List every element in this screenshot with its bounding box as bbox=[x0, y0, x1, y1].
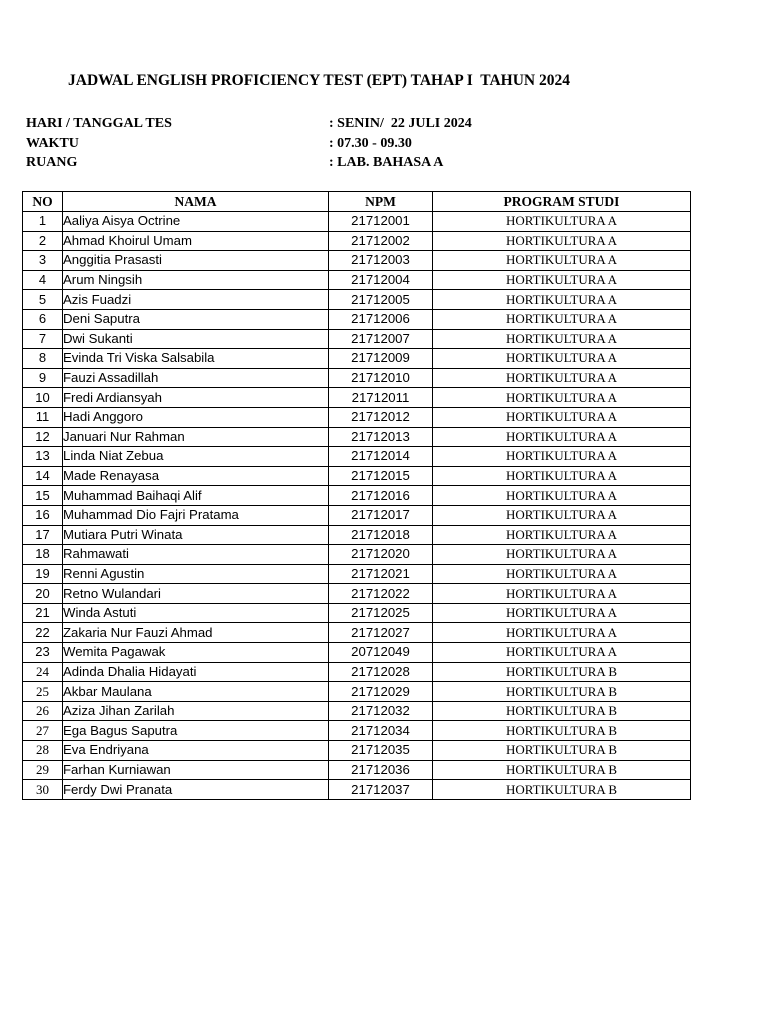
student-name: Winda Astuti bbox=[63, 603, 329, 623]
student-name: Ahmad Khoirul Umam bbox=[63, 231, 329, 251]
study-program: HORTIKULTURA B bbox=[433, 721, 691, 741]
study-program: HORTIKULTURA A bbox=[433, 368, 691, 388]
study-program: HORTIKULTURA A bbox=[433, 427, 691, 447]
table-row bbox=[23, 564, 691, 584]
study-program: HORTIKULTURA A bbox=[433, 349, 691, 369]
row-number: 7 bbox=[23, 329, 63, 349]
table-row bbox=[23, 368, 691, 388]
table-row bbox=[23, 525, 691, 545]
table-body bbox=[23, 212, 691, 800]
student-name: Retno Wulandari bbox=[63, 584, 329, 604]
student-npm: 21712006 bbox=[329, 309, 433, 329]
student-npm: 21712021 bbox=[329, 564, 433, 584]
table-row bbox=[23, 251, 691, 271]
student-npm: 21712015 bbox=[329, 466, 433, 486]
study-program: HORTIKULTURA A bbox=[433, 407, 691, 427]
row-number: 20 bbox=[23, 584, 63, 604]
row-number: 8 bbox=[23, 349, 63, 369]
row-number: 29 bbox=[23, 760, 63, 780]
table-row bbox=[23, 701, 691, 721]
table-row bbox=[23, 329, 691, 349]
student-name: Muhammad Dio Fajri Pratama bbox=[63, 505, 329, 525]
student-name: Evinda Tri Viska Salsabila bbox=[63, 349, 329, 369]
study-program: HORTIKULTURA A bbox=[433, 270, 691, 290]
row-number: 19 bbox=[23, 564, 63, 584]
student-npm: 21712035 bbox=[329, 741, 433, 761]
student-npm: 21712027 bbox=[329, 623, 433, 643]
study-program: HORTIKULTURA B bbox=[433, 682, 691, 702]
student-npm: 21712012 bbox=[329, 407, 433, 427]
student-npm: 21712005 bbox=[329, 290, 433, 310]
student-name: Aziza Jihan Zarilah bbox=[63, 701, 329, 721]
student-npm: 21712029 bbox=[329, 682, 433, 702]
student-npm: 21712020 bbox=[329, 545, 433, 565]
row-number: 5 bbox=[23, 290, 63, 310]
table-row bbox=[23, 447, 691, 467]
student-npm: 21712036 bbox=[329, 760, 433, 780]
info-label: WAKTU bbox=[26, 135, 79, 151]
student-name: Aaliya Aisya Octrine bbox=[63, 212, 329, 232]
student-name: Ega Bagus Saputra bbox=[63, 721, 329, 741]
row-number: 1 bbox=[23, 212, 63, 232]
student-name: Azis Fuadzi bbox=[63, 290, 329, 310]
table-row bbox=[23, 407, 691, 427]
table-row bbox=[23, 212, 691, 232]
row-number: 26 bbox=[23, 701, 63, 721]
student-npm: 21712004 bbox=[329, 270, 433, 290]
study-program: HORTIKULTURA B bbox=[433, 741, 691, 761]
info-label: RUANG bbox=[26, 155, 78, 170]
student-name: Linda Niat Zebua bbox=[63, 447, 329, 467]
study-program: HORTIKULTURA B bbox=[433, 780, 691, 800]
row-number: 2 bbox=[23, 231, 63, 251]
student-npm: 21712034 bbox=[329, 721, 433, 741]
table-row bbox=[23, 270, 691, 290]
study-program: HORTIKULTURA A bbox=[433, 564, 691, 584]
table-row bbox=[23, 349, 691, 369]
student-name: Fredi Ardiansyah bbox=[63, 388, 329, 408]
student-name: Rahmawati bbox=[63, 545, 329, 565]
table-row bbox=[23, 643, 691, 663]
student-name: Fauzi Assadillah bbox=[63, 368, 329, 388]
student-npm: 21712013 bbox=[329, 427, 433, 447]
row-number: 30 bbox=[23, 780, 63, 800]
header-npm: NPM bbox=[329, 192, 433, 212]
header-program-studi: PROGRAM STUDI bbox=[433, 192, 691, 212]
row-number: 21 bbox=[23, 603, 63, 623]
row-number: 9 bbox=[23, 368, 63, 388]
table-row bbox=[23, 231, 691, 251]
study-program: HORTIKULTURA A bbox=[433, 309, 691, 329]
study-program: HORTIKULTURA A bbox=[433, 505, 691, 525]
row-number: 17 bbox=[23, 525, 63, 545]
table-row bbox=[23, 486, 691, 506]
table-row bbox=[23, 623, 691, 643]
study-program: HORTIKULTURA A bbox=[433, 623, 691, 643]
header-nama: NAMA bbox=[63, 192, 329, 212]
row-number: 3 bbox=[23, 251, 63, 271]
row-number: 23 bbox=[23, 643, 63, 663]
study-program: HORTIKULTURA A bbox=[433, 525, 691, 545]
study-program: HORTIKULTURA A bbox=[433, 486, 691, 506]
participant-table bbox=[22, 191, 691, 800]
info-value: : 07.30 - 09.30 bbox=[329, 135, 412, 151]
row-number: 18 bbox=[23, 545, 63, 565]
student-name: Adinda Dhalia Hidayati bbox=[63, 662, 329, 682]
row-number: 16 bbox=[23, 505, 63, 525]
table-row bbox=[23, 427, 691, 447]
student-name: Dwi Sukanti bbox=[63, 329, 329, 349]
student-name: Wemita Pagawak bbox=[63, 643, 329, 663]
student-name: Mutiara Putri Winata bbox=[63, 525, 329, 545]
study-program: HORTIKULTURA A bbox=[433, 290, 691, 310]
student-npm: 21712010 bbox=[329, 368, 433, 388]
table-row bbox=[23, 545, 691, 565]
row-number: 13 bbox=[23, 447, 63, 467]
row-number: 24 bbox=[23, 662, 63, 682]
student-npm: 21712002 bbox=[329, 231, 433, 251]
row-number: 4 bbox=[23, 270, 63, 290]
study-program: HORTIKULTURA A bbox=[433, 388, 691, 408]
study-program: HORTIKULTURA B bbox=[433, 662, 691, 682]
student-npm: 21712007 bbox=[329, 329, 433, 349]
student-npm: 21712001 bbox=[329, 212, 433, 232]
student-npm: 21712032 bbox=[329, 701, 433, 721]
study-program: HORTIKULTURA A bbox=[433, 545, 691, 565]
info-value: : LAB. BAHASA A bbox=[329, 155, 444, 170]
student-npm: 21712014 bbox=[329, 447, 433, 467]
student-name: Renni Agustin bbox=[63, 564, 329, 584]
study-program: HORTIKULTURA A bbox=[433, 466, 691, 486]
student-npm: 21712028 bbox=[329, 662, 433, 682]
table-row bbox=[23, 603, 691, 623]
table-row bbox=[23, 760, 691, 780]
student-name: Januari Nur Rahman bbox=[63, 427, 329, 447]
student-name: Muhammad Baihaqi Alif bbox=[63, 486, 329, 506]
table-row bbox=[23, 721, 691, 741]
student-npm: 20712049 bbox=[329, 643, 433, 663]
study-program: HORTIKULTURA A bbox=[433, 231, 691, 251]
student-name: Akbar Maulana bbox=[63, 682, 329, 702]
student-name: Ferdy Dwi Pranata bbox=[63, 780, 329, 800]
table-header-row bbox=[23, 192, 691, 212]
row-number: 14 bbox=[23, 466, 63, 486]
row-number: 10 bbox=[23, 388, 63, 408]
study-program: HORTIKULTURA A bbox=[433, 212, 691, 232]
table-row bbox=[23, 662, 691, 682]
table-row bbox=[23, 290, 691, 310]
row-number: 15 bbox=[23, 486, 63, 506]
table-row bbox=[23, 505, 691, 525]
study-program: HORTIKULTURA A bbox=[433, 643, 691, 663]
row-number: 27 bbox=[23, 721, 63, 741]
student-name: Hadi Anggoro bbox=[63, 407, 329, 427]
study-program: HORTIKULTURA B bbox=[433, 760, 691, 780]
student-name: Arum Ningsih bbox=[63, 270, 329, 290]
row-number: 11 bbox=[23, 407, 63, 427]
student-npm: 21712025 bbox=[329, 603, 433, 623]
student-name: Deni Saputra bbox=[63, 309, 329, 329]
row-number: 6 bbox=[23, 309, 63, 329]
student-npm: 21712022 bbox=[329, 584, 433, 604]
student-npm: 21712009 bbox=[329, 349, 433, 369]
student-npm: 21712018 bbox=[329, 525, 433, 545]
table-row bbox=[23, 309, 691, 329]
study-program: HORTIKULTURA A bbox=[433, 603, 691, 623]
study-program: HORTIKULTURA A bbox=[433, 584, 691, 604]
student-npm: 21712003 bbox=[329, 251, 433, 271]
study-program: HORTIKULTURA A bbox=[433, 329, 691, 349]
table-row bbox=[23, 682, 691, 702]
table-row bbox=[23, 780, 691, 800]
row-number: 12 bbox=[23, 427, 63, 447]
table-row bbox=[23, 584, 691, 604]
table-row bbox=[23, 388, 691, 408]
table-row bbox=[23, 466, 691, 486]
study-program: HORTIKULTURA A bbox=[433, 447, 691, 467]
student-npm: 21712037 bbox=[329, 780, 433, 800]
student-name: Farhan Kurniawan bbox=[63, 760, 329, 780]
info-label: HARI / TANGGAL TES bbox=[26, 116, 172, 131]
student-npm: 21712011 bbox=[329, 388, 433, 408]
student-name: Made Renayasa bbox=[63, 466, 329, 486]
student-name: Eva Endriyana bbox=[63, 741, 329, 761]
document-title: JADWAL ENGLISH PROFICIENCY TEST (EPT) TAHAP I TAHUN 2024 bbox=[68, 72, 570, 89]
student-name: Zakaria Nur Fauzi Ahmad bbox=[63, 623, 329, 643]
student-npm: 21712016 bbox=[329, 486, 433, 506]
study-program: HORTIKULTURA B bbox=[433, 701, 691, 721]
table-row bbox=[23, 741, 691, 761]
row-number: 25 bbox=[23, 682, 63, 702]
student-npm: 21712017 bbox=[329, 505, 433, 525]
row-number: 22 bbox=[23, 623, 63, 643]
student-name: Anggitia Prasasti bbox=[63, 251, 329, 271]
study-program: HORTIKULTURA A bbox=[433, 251, 691, 271]
row-number: 28 bbox=[23, 741, 63, 761]
header-no: NO bbox=[23, 192, 63, 212]
info-value: : SENIN/ 22 JULI 2024 bbox=[329, 116, 472, 131]
